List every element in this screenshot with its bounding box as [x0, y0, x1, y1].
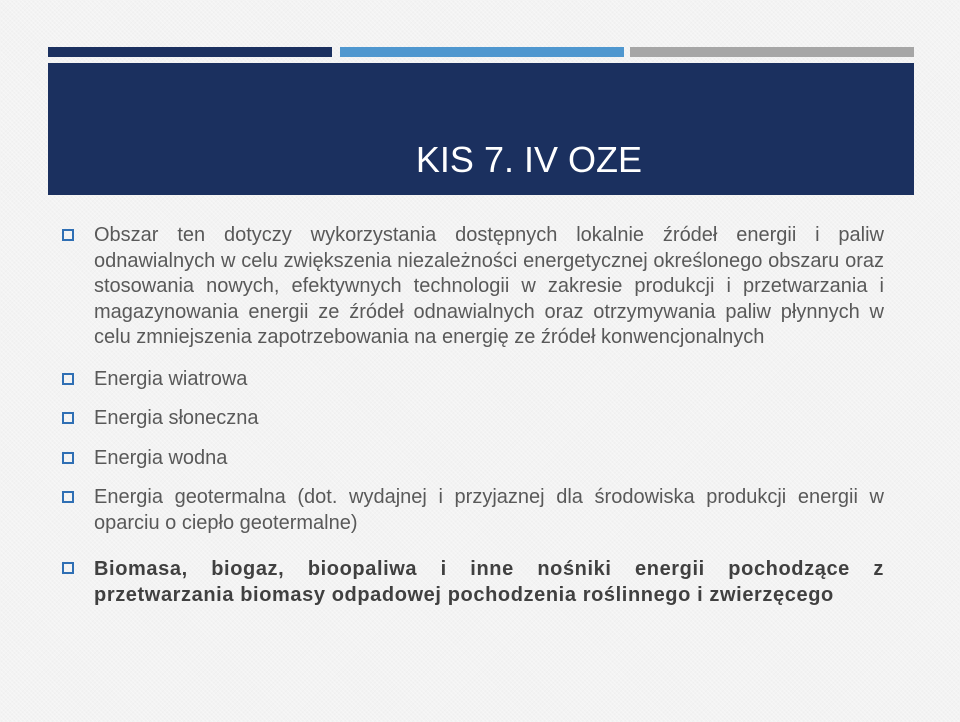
square-outline-bullet-icon [62, 229, 74, 241]
bullet-text: Obszar ten dotyczy wykorzystania dostępnych lokalnie źródeł energii i paliw odnawialnych w celu zwiększenia niezależności energetycznej określonego obszaru oraz stosowania nowych, efektywnych technologii w zakresie produkcji i przetwarzania i magazynowania energii ze źródeł odnawialnych oraz otrzymywania paliw płynnych w celu zmniejszenia zapotrzebowania na energię ze źródeł konwencjonalnych [94, 224, 884, 348]
bullet-text: Energia wiatrowa [94, 367, 248, 390]
square-outline-bullet-icon [62, 373, 74, 385]
bullet-text: Energia słoneczna [94, 407, 259, 429]
bullet-item [58, 406, 884, 432]
square-outline-bullet-icon [62, 562, 74, 574]
bullet-text: Energia wodna [94, 446, 228, 469]
top-accent-strip-gray [630, 47, 914, 57]
bullet-item [58, 367, 884, 393]
bullet-item [58, 485, 884, 536]
bullet-item [58, 556, 884, 608]
square-outline-bullet-icon [62, 412, 74, 424]
square-outline-bullet-icon [62, 491, 74, 503]
slide-title: KIS 7. IV OZE [415, 139, 642, 180]
square-outline-bullet-icon [62, 452, 74, 464]
bullet-item [58, 446, 884, 472]
bullet-item [58, 223, 884, 351]
top-accent-strip-dark [48, 47, 332, 57]
bullet-list [58, 223, 884, 608]
bullet-text: Biomasa, biogaz, bioopaliwa i inne nośniki energii pochodzące z przetwarzania biomasy odpadowej pochodzenia roślinnego i zwierzęcego [94, 558, 884, 606]
top-accent-strip-light [340, 47, 624, 57]
bullet-text: Energia geotermalna (dot. wydajnej i przyjaznej dla środowiska produkcji energii w oparciu o ciepło geotermalne) [94, 486, 884, 534]
